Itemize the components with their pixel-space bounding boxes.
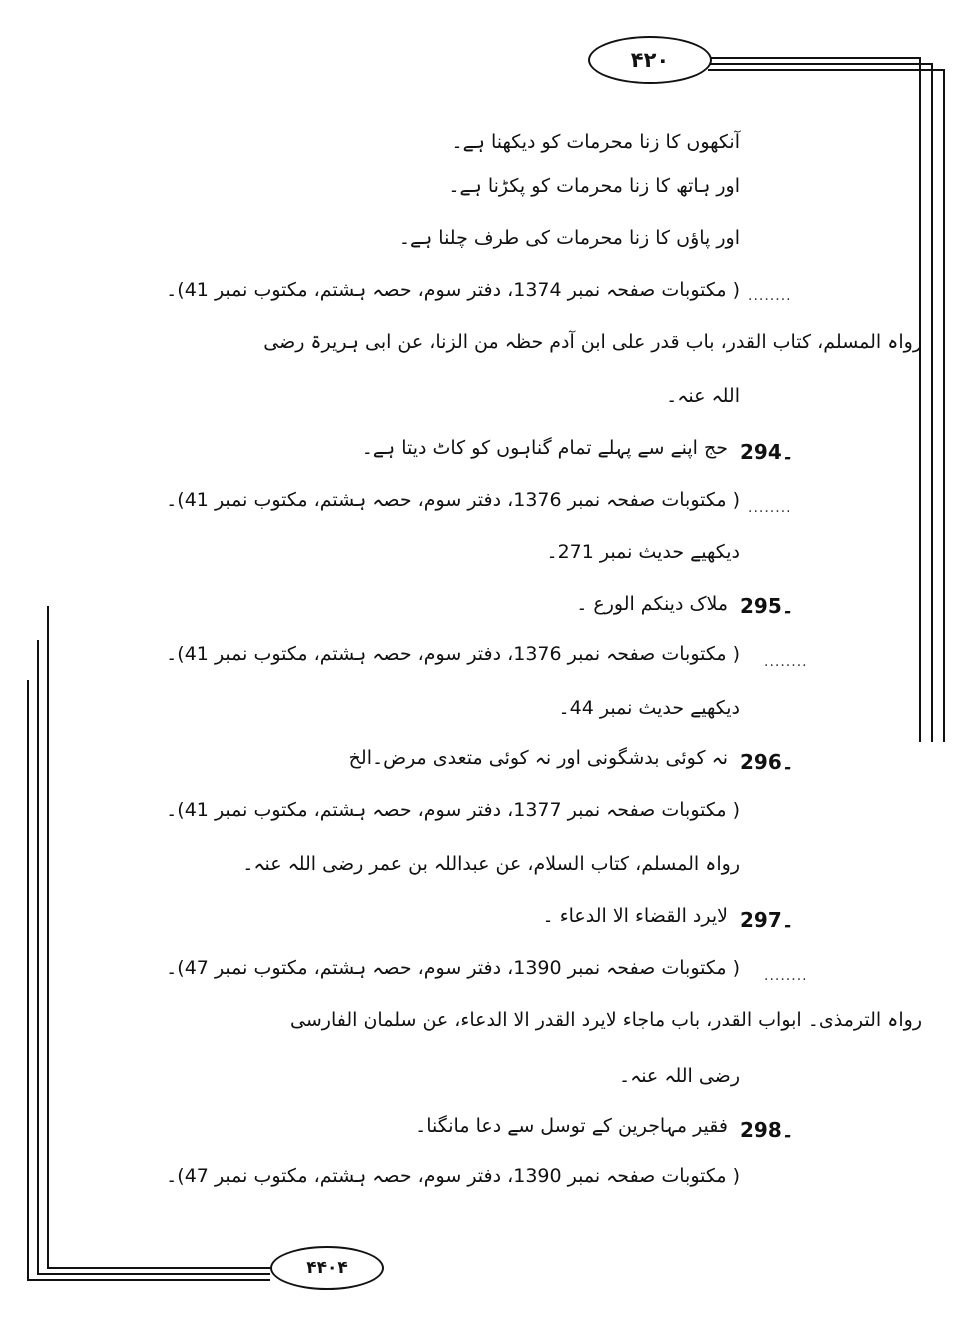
hadith-number: 298۔ — [740, 1118, 794, 1142]
leader-dots: ........ — [764, 968, 808, 984]
hadith-number: 295۔ — [740, 594, 794, 618]
hadith-number: 294۔ — [740, 440, 794, 464]
see-also-line: دیکھیے حدیث نمبر 44۔ — [558, 697, 740, 719]
leader-dots: ........ — [748, 500, 792, 516]
leader-dots: ........ — [764, 654, 808, 670]
hadith-text: لایرد القضاء الا الدعاء ۔ — [542, 905, 728, 927]
hadith-text: فقیر مہاجرین کے توسل سے دعا مانگنا۔ — [415, 1115, 728, 1137]
reference-line: ( مکتوبات صفحہ نمبر 1376، دفتر سوم، حصہ ہشتم، مکتوب نمبر 41)۔ — [166, 643, 740, 665]
source-line: رضی اللہ عنہ۔ — [618, 1065, 740, 1087]
hadith-number: 296۔ — [740, 750, 794, 774]
source-line: رواہ المسلم، کتاب السلام، عن عبداللہ بن عمر رضی اللہ عنہ۔ — [242, 853, 740, 875]
reference-line: ( مکتوبات صفحہ نمبر 1376، دفتر سوم، حصہ ہشتم، مکتوب نمبر 41)۔ — [166, 489, 740, 511]
page-number-bottom: ۴۴۰۴ — [270, 1246, 384, 1290]
hadith-number: 297۔ — [740, 908, 794, 932]
text-line: آنکھوں کا زنا محرمات کو دیکھنا ہے۔ — [451, 131, 740, 153]
reference-line: ( مکتوبات صفحہ نمبر 1390، دفتر سوم، حصہ ہشتم، مکتوب نمبر 47)۔ — [166, 1165, 740, 1187]
source-line: رواہ الترمذی۔ ابواب القدر، باب ماجاء لایرد القدر الا الدعاء، عن سلمان الفارسی — [290, 1009, 922, 1031]
reference-line: ( مکتوبات صفحہ نمبر 1374، دفتر سوم، حصہ ہشتم، مکتوب نمبر 41)۔ — [166, 279, 740, 301]
see-also-line: دیکھیے حدیث نمبر 271۔ — [546, 541, 740, 563]
source-line: رواہ المسلم، کتاب القدر، باب قدر علی ابن آدم حظہ من الزنا، عن ابی ہریرۃ رضی — [263, 331, 922, 353]
page-number-top: ۴۲۰ — [588, 36, 712, 84]
leader-dots: ........ — [748, 288, 792, 304]
source-line: اللہ عنہ۔ — [666, 385, 740, 407]
reference-line: ( مکتوبات صفحہ نمبر 1390، دفتر سوم، حصہ ہشتم، مکتوب نمبر 47)۔ — [166, 957, 740, 979]
hadith-text: نہ کوئی بدشگونی اور نہ کوئی متعدی مرض۔الخ — [348, 747, 728, 769]
text-line: اور پاؤں کا زنا محرمات کی طرف چلنا ہے۔ — [398, 227, 740, 249]
text-line: اور ہاتھ کا زنا محرمات کو پکڑنا ہے۔ — [448, 175, 740, 197]
reference-line: ( مکتوبات صفحہ نمبر 1377، دفتر سوم، حصہ ہشتم، مکتوب نمبر 41)۔ — [166, 799, 740, 821]
hadith-text: ملاک دینکم الورع ۔ — [576, 593, 728, 615]
hadith-text: حج اپنے سے پہلے تمام گناہوں کو کاٹ دیتا ہے۔ — [361, 437, 728, 459]
